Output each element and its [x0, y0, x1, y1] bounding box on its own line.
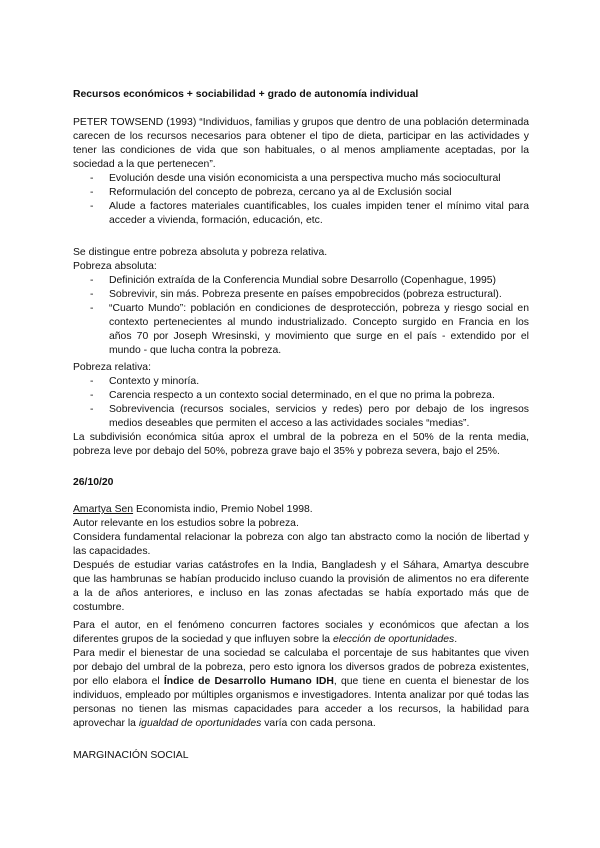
list-item	[73, 274, 529, 288]
date-heading: 26/10/20	[73, 477, 114, 488]
text-span: .	[454, 634, 458, 645]
list-item-text: “Cuarto Mundo”: población en condiciones de desprotección, pobreza y riesgo social en contexto pertenecientes al mundo industrializado. Concepto surgido en Francia en los años 70 por Joseph Wresinski, y movimiento que surge en el país - extendido por el mundo - que lucha contra la pobreza.	[109, 303, 529, 356]
dash-bullet: -	[90, 187, 94, 198]
section-heading-marginacion: MARGINACIÓN SOCIAL	[73, 750, 189, 761]
list-item	[73, 172, 529, 186]
list-item	[73, 186, 529, 200]
absoluta-label: Pobreza absoluta:	[73, 261, 157, 272]
townsend-paragraph: PETER TOWSEND (1993) “Individuos, familias y grupos que dentro de una población determinada carecen de los recursos necesarios para obtener el tipo de dieta, participar en las actividades y tener las condiciones de vida que son habituales, o al menos ampliamente aceptadas, por la sociedad a la que pertenecen”.	[73, 117, 529, 170]
list-item-text: Reformulación del concepto de pobreza, cercano ya al de Exclusión social	[109, 187, 452, 198]
sen-paragraph-factores	[73, 619, 529, 647]
list-item	[73, 302, 529, 358]
list-item	[73, 200, 529, 228]
dash-bullet: -	[90, 201, 94, 212]
section-heading: Recursos económicos + sociabilidad + grado de autonomía individual	[73, 89, 419, 100]
text-span: varía con cada persona.	[261, 718, 376, 729]
distinction-line: Se distingue entre pobreza absoluta y pobreza relativa.	[73, 247, 328, 258]
sen-intro	[73, 503, 529, 517]
author-name: Amartya Sen	[73, 504, 134, 515]
text-span: Para el autor, en el fenómeno concurren factores sociales y económicos que afectan a los diferentes grupos de la sociedad y que influyen sobre la	[73, 620, 529, 645]
dash-bullet: -	[90, 390, 94, 401]
italic-term: igualdad de oportunidades	[138, 718, 262, 729]
subdivision-paragraph: La subdivisión económica sitúa aprox el umbral de la pobreza en el 50% de la renta media, pobreza leve por debajo del 50%, pobreza grave bajo el 35% y pobreza severa, bajo el 25%.	[73, 432, 529, 457]
dash-bullet: -	[90, 275, 94, 286]
list-item	[73, 389, 529, 403]
list-item-text: Definición extraída de la Conferencia Mundial sobre Desarrollo (Copenhague, 1995)	[109, 275, 496, 286]
list-item-text: Carencia respecto a un contexto social determinado, en el que no prima la pobreza.	[109, 390, 495, 401]
dash-bullet: -	[90, 376, 94, 387]
sen-paragraph-hambrunas: Después de estudiar varias catástrofes en la India, Bangladesh y el Sáhara, Amartya descubre que las hambrunas se habían producido incluso cuando la provisión de alimentos no era diferente a la de años anteriores, e incluso en las zonas afectadas se había exportado más que de costumbre.	[73, 560, 529, 613]
list-item-text: Alude a factores materiales cuantificables, los cuales impiden tener el mínimo vital para acceder a vivienda, formación, educación, etc.	[109, 201, 529, 226]
text-span: Para medir el bienestar de una sociedad se calculaba el porcentaje de sus habitantes que viven por debajo del umbral de la pobreza, pero esto ignora los diversos grados de pobreza existentes, por ello elabora el	[73, 648, 529, 687]
list-item	[73, 403, 529, 431]
dash-bullet: -	[90, 173, 94, 184]
italic-term: elección de oportunidades	[332, 634, 455, 645]
list-item	[73, 375, 529, 389]
relativa-list	[73, 375, 529, 431]
sen-paragraph-idh	[73, 647, 529, 731]
list-item-text: Sobrevivencia (recursos sociales, servicios y redes) pero por debajo de los ingresos medios deseables que permiten el acceso a las actividades sociales “medias”.	[109, 404, 529, 429]
townsend-list	[73, 172, 529, 228]
relativa-label: Pobreza relativa:	[73, 362, 151, 373]
absoluta-list	[73, 274, 529, 358]
dash-bullet: -	[90, 289, 94, 300]
dash-bullet: -	[90, 303, 94, 314]
sen-paragraph-libertad: Considera fundamental relacionar la pobreza con algo tan abstracto como la noción de libertad y las capacidades.	[73, 532, 529, 557]
list-item-text: Contexto y minoría.	[109, 376, 200, 387]
text-span: , que tiene en cuenta el bienestar de los individuos, empleado por múltiples organismos e investigadores. Intenta analizar por qué todas las personas no tienen las mismas capacidades para acceder a los recursos, la habilidad para aprovechar la	[73, 676, 529, 729]
list-item-text: Sobrevivir, sin más. Pobreza presente en países empobrecidos (pobreza estructural).	[109, 289, 502, 300]
bold-term: Índice de Desarrollo Humano IDH	[163, 676, 334, 687]
list-item	[73, 288, 529, 302]
sen-relevance: Autor relevante en los estudios sobre la pobreza.	[73, 518, 299, 529]
dash-bullet: -	[90, 404, 94, 415]
list-item-text: Evolución desde una visión economicista a una perspectiva mucho más sociocultural	[109, 173, 501, 184]
author-description: Economista indio, Premio Nobel 1998.	[133, 504, 313, 515]
